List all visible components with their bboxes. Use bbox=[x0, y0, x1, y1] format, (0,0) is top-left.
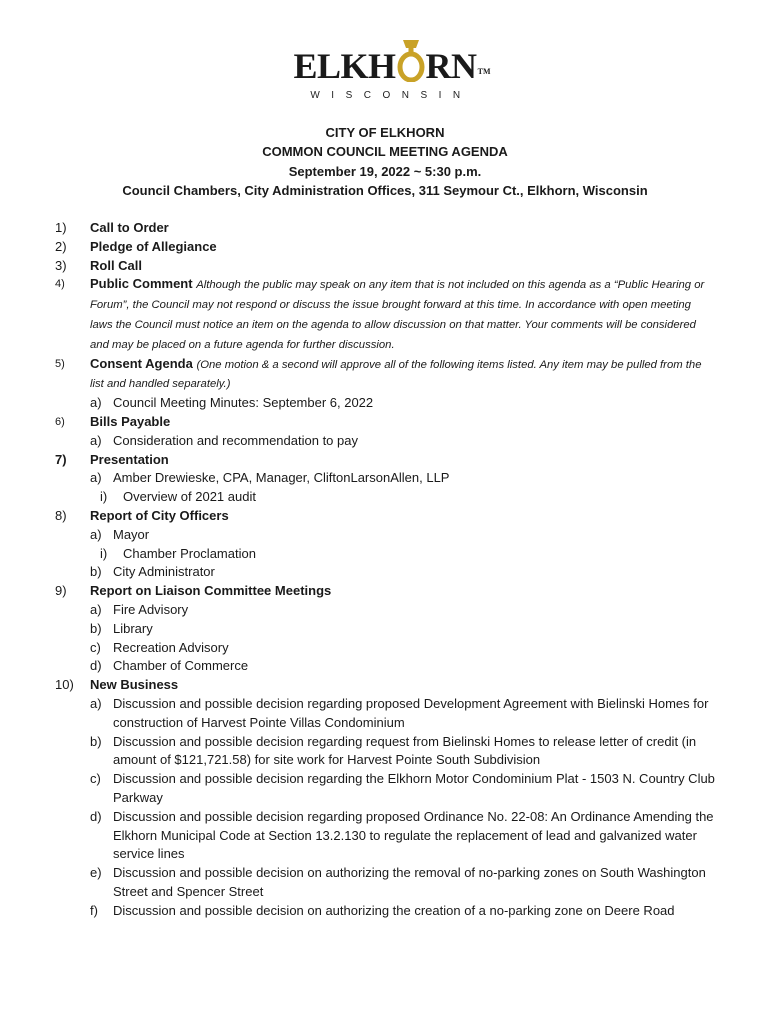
sub-item-letter: b) bbox=[90, 564, 102, 580]
item-number: 10) bbox=[55, 677, 74, 693]
item-number: 9) bbox=[55, 583, 67, 599]
logo-word-right: RN bbox=[425, 46, 477, 86]
item-number: 2) bbox=[55, 238, 67, 254]
item-title: Pledge of Allegiance bbox=[90, 238, 217, 254]
sub-sub-item-text: Overview of 2021 audit bbox=[123, 489, 256, 505]
sub-item bbox=[90, 469, 715, 488]
sub-item-letter: c) bbox=[90, 771, 101, 787]
item-title: Roll Call bbox=[90, 257, 143, 273]
logo-word-left: ELKH bbox=[293, 46, 396, 86]
sub-item-text: Discussion and possible decision regarding the Elkhorn Motor Condominium Plat - 1503 N. Country Club Parkway bbox=[113, 771, 715, 805]
sub-sub-item-numeral: i) bbox=[100, 545, 108, 561]
sub-item bbox=[90, 695, 715, 733]
sub-item-text: Discussion and possible decision regarding proposed Ordinance No. 22-08: An Ordinance Amending the Elkhorn Municipal Code at Section 13.2.130 to regulate the replacement of lead and galvanized water service lines bbox=[113, 808, 714, 862]
sub-item-text: Mayor bbox=[113, 526, 150, 542]
trademark-mark: TM bbox=[477, 67, 491, 76]
sub-item-letter: b) bbox=[90, 620, 102, 636]
sub-item-text: Consideration and recommendation to pay bbox=[113, 432, 358, 448]
agenda-item bbox=[55, 451, 715, 507]
item-number: 3) bbox=[55, 257, 67, 273]
sub-item bbox=[90, 657, 715, 676]
agenda-item bbox=[55, 676, 715, 920]
sub-item bbox=[90, 733, 715, 771]
city-logo bbox=[0, 44, 770, 101]
sub-sub-item-text: Chamber Proclamation bbox=[123, 545, 256, 561]
agenda-item bbox=[55, 507, 715, 582]
sub-item-letter: a) bbox=[90, 695, 102, 711]
agenda-item bbox=[55, 413, 715, 451]
item-number: 8) bbox=[55, 507, 67, 523]
item-title: New Business bbox=[90, 677, 179, 693]
sub-item-letter: a) bbox=[90, 526, 102, 542]
sub-item-text: Amber Drewieske, CPA, Manager, CliftonLarsonAllen, LLP bbox=[113, 470, 450, 486]
sub-item-text: Discussion and possible decision regarding proposed Development Agreement with Bielinski Homes for construction of Harvest Pointe Villas Condominium bbox=[113, 695, 709, 730]
sub-sub-item bbox=[100, 488, 715, 507]
item-description: Although the public may speak on any item that is not included on this agenda as a “Public Hearing or Forum”, the Council may not respond or discuss the issue brought forward at this time. In accordance with open meeting laws the Council must notice an item on the agenda to allow discussion on that matter. Your comments will be considered and may be placed on a future agenda for further discussion. bbox=[90, 279, 705, 351]
sub-item-text: Recreation Advisory bbox=[113, 639, 229, 655]
item-number: 4) bbox=[55, 278, 65, 291]
sub-item bbox=[90, 432, 715, 451]
sub-item-letter: a) bbox=[90, 395, 102, 411]
agenda-item bbox=[55, 275, 715, 354]
sub-item-letter: a) bbox=[90, 470, 102, 486]
sub-item bbox=[90, 864, 715, 902]
item-title: Presentation bbox=[90, 451, 169, 467]
sub-item-letter: e) bbox=[90, 865, 102, 881]
sub-item-letter: d) bbox=[90, 658, 102, 674]
agenda-item bbox=[55, 219, 715, 238]
sub-item-letter: f) bbox=[90, 902, 98, 918]
item-title: Bills Payable bbox=[90, 413, 171, 429]
logo-wordmark bbox=[293, 44, 491, 88]
item-number: 6) bbox=[55, 415, 65, 428]
sub-item-letter: c) bbox=[90, 639, 101, 655]
agenda-item bbox=[55, 582, 715, 676]
item-number: 1) bbox=[55, 220, 67, 235]
header-date: September 19, 2022 ~ 5:30 p.m. bbox=[288, 163, 482, 179]
agenda-header bbox=[0, 123, 770, 200]
horn-icon bbox=[397, 52, 425, 82]
item-title: Report on Liaison Committee Meetings bbox=[90, 583, 332, 599]
item-title: Report of City Officers bbox=[90, 507, 229, 523]
sub-item bbox=[90, 563, 715, 582]
item-title: Call to Order bbox=[90, 220, 169, 235]
agenda-item bbox=[55, 355, 715, 413]
sub-item bbox=[90, 394, 715, 413]
header-title: COMMON COUNCIL MEETING AGENDA bbox=[262, 144, 508, 160]
agenda-list bbox=[55, 219, 715, 920]
item-number: 7) bbox=[55, 451, 67, 467]
sub-item-text: Discussion and possible decision on authorizing the removal of no-parking zones on South Washington Street and Spencer Street bbox=[113, 865, 706, 899]
sub-item-letter: b) bbox=[90, 733, 102, 749]
header-city: CITY OF ELKHORN bbox=[325, 125, 445, 140]
agenda-item bbox=[55, 257, 715, 276]
sub-item-text: Discussion and possible decision on authorizing the creation of a no-parking zone on Deere Road bbox=[113, 902, 675, 918]
sub-item-text: Fire Advisory bbox=[113, 601, 189, 617]
sub-item-text: Council Meeting Minutes: September 6, 2022 bbox=[113, 395, 374, 411]
sub-item bbox=[90, 620, 715, 639]
agenda-item bbox=[55, 238, 715, 257]
sub-item bbox=[90, 902, 715, 921]
sub-item-letter: a) bbox=[90, 432, 102, 448]
item-number: 5) bbox=[55, 357, 65, 370]
sub-item bbox=[90, 601, 715, 620]
sub-item bbox=[90, 526, 715, 545]
item-description: (One motion & a second will approve all of the following items listed. Any item may be pulled from the list and handled separately.) bbox=[90, 358, 702, 391]
item-title: Consent Agenda bbox=[90, 355, 193, 371]
sub-item-text: Library bbox=[113, 620, 153, 636]
sub-item bbox=[90, 808, 715, 864]
sub-item bbox=[90, 639, 715, 658]
sub-sub-item bbox=[100, 545, 715, 564]
sub-item-text: Discussion and possible decision regarding request from Bielinski Homes to release letter of credit (in amount of $121,721.58) for site work for Harvest Pointe South Subdivision bbox=[113, 733, 697, 768]
sub-item-letter: d) bbox=[90, 808, 102, 824]
sub-item-letter: a) bbox=[90, 601, 102, 617]
item-title: Public Comment bbox=[90, 276, 193, 292]
sub-item-text: Chamber of Commerce bbox=[113, 658, 249, 674]
sub-item-text: City Administrator bbox=[113, 564, 215, 580]
sub-sub-item-numeral: i) bbox=[100, 489, 108, 505]
header-location: Council Chambers, City Administration Offices, 311 Seymour Ct., Elkhorn, Wisconsin bbox=[122, 182, 648, 198]
sub-item bbox=[90, 770, 715, 808]
logo-subtitle: WISCONSIN bbox=[310, 90, 472, 101]
